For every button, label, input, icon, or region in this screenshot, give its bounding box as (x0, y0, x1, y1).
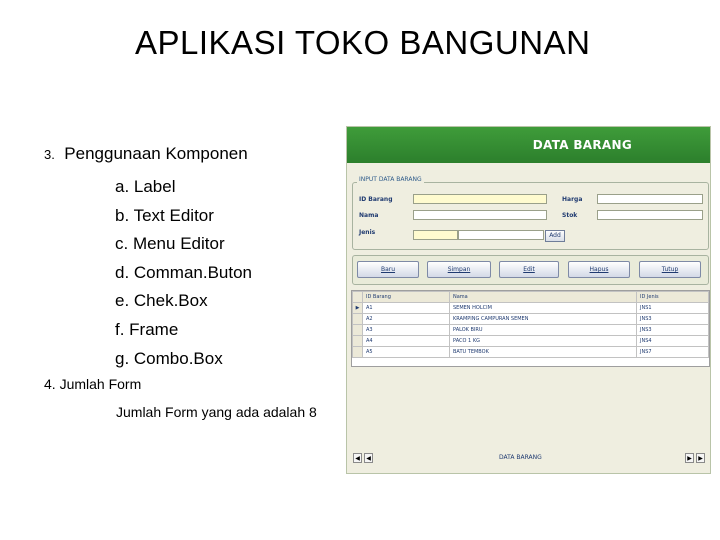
cell: A5 (363, 347, 450, 358)
add-button[interactable]: Add (545, 230, 565, 242)
table-row[interactable] (353, 336, 709, 347)
slide-title: APLIKASI TOKO BANGUNAN (135, 24, 591, 61)
simpan-button[interactable]: Simpan (427, 261, 491, 278)
cell: BATU TEMBOK (450, 347, 637, 358)
harga-input[interactable] (597, 194, 703, 204)
data-grid[interactable] (351, 290, 710, 367)
id-barang-input[interactable] (413, 194, 547, 204)
navigator-label: DATA BARANG (499, 454, 542, 461)
row-header (353, 336, 363, 347)
tutup-button[interactable]: Tutup (639, 261, 701, 278)
row-header (353, 325, 363, 336)
cell: A1 (363, 303, 450, 314)
input-group-title: INPUT DATA BARANG (359, 176, 422, 183)
table-row[interactable] (353, 325, 709, 336)
cell: JNS4 (637, 336, 709, 347)
section-3-number: 3. (44, 147, 55, 162)
label-nama: Nama (359, 212, 379, 219)
component-item: e. Chek.Box (115, 291, 208, 311)
app-screenshot (346, 126, 711, 474)
prev-record-icon[interactable]: ◀ (364, 453, 373, 463)
cell: PACO 1 KG (450, 336, 637, 347)
table-row[interactable] (353, 347, 709, 358)
cell: JNS7 (637, 347, 709, 358)
record-navigator (351, 450, 708, 466)
cell: PALOK BIRU (450, 325, 637, 336)
component-item: f. Frame (115, 319, 179, 339)
first-record-icon[interactable]: ◀ (353, 453, 362, 463)
component-item: g. Combo.Box (115, 348, 223, 368)
cell: KRAMPING CAMPURAN SEMEN (450, 314, 637, 325)
baru-button[interactable]: Baru (357, 261, 419, 278)
nama-input[interactable] (413, 210, 547, 220)
edit-button[interactable]: Edit (499, 261, 559, 278)
row-header-corner (353, 292, 363, 303)
section-3-heading (44, 144, 248, 164)
label-jenis: Jenis (359, 229, 376, 236)
component-item: c. Menu Editor (115, 234, 225, 254)
hapus-button[interactable]: Hapus (568, 261, 630, 278)
section-4-text: Jumlah Form yang ada adalah 8 (116, 404, 317, 420)
label-id-barang: ID Barang (359, 196, 393, 203)
row-header (353, 347, 363, 358)
cell: A4 (363, 336, 450, 347)
row-header (353, 314, 363, 325)
component-list (115, 176, 252, 376)
component-item: d. Comman.Buton (115, 262, 253, 282)
grid-header-row (353, 292, 709, 303)
cell: JNS1 (637, 303, 709, 314)
cell: SEMEN HOLCIM (450, 303, 637, 314)
row-selector-icon: ▶ (353, 303, 363, 314)
label-harga: Harga (562, 196, 583, 203)
label-stok: Stok (562, 212, 578, 219)
jenis-text (458, 230, 544, 240)
table-row[interactable] (353, 303, 709, 314)
column-header[interactable]: ID Barang (363, 292, 450, 303)
last-record-icon[interactable]: ▶ (696, 453, 705, 463)
next-record-icon[interactable]: ▶ (685, 453, 694, 463)
app-header-title: DATA BARANG (532, 138, 632, 152)
component-item: b. Text Editor (115, 205, 214, 225)
component-item: a. Label (115, 177, 176, 196)
table-row[interactable] (353, 314, 709, 325)
stok-input[interactable] (597, 210, 703, 220)
cell: A3 (363, 325, 450, 336)
section-4-heading: 4. Jumlah Form (44, 376, 142, 392)
jenis-combo[interactable] (413, 230, 458, 240)
cell: JNS3 (637, 314, 709, 325)
button-bar (352, 255, 709, 285)
column-header[interactable]: Nama (450, 292, 637, 303)
cell: A2 (363, 314, 450, 325)
column-header[interactable]: ID Jenis (637, 292, 709, 303)
section-3-label: Penggunaan Komponen (64, 144, 248, 163)
cell: JNS3 (637, 325, 709, 336)
app-header (347, 127, 710, 163)
